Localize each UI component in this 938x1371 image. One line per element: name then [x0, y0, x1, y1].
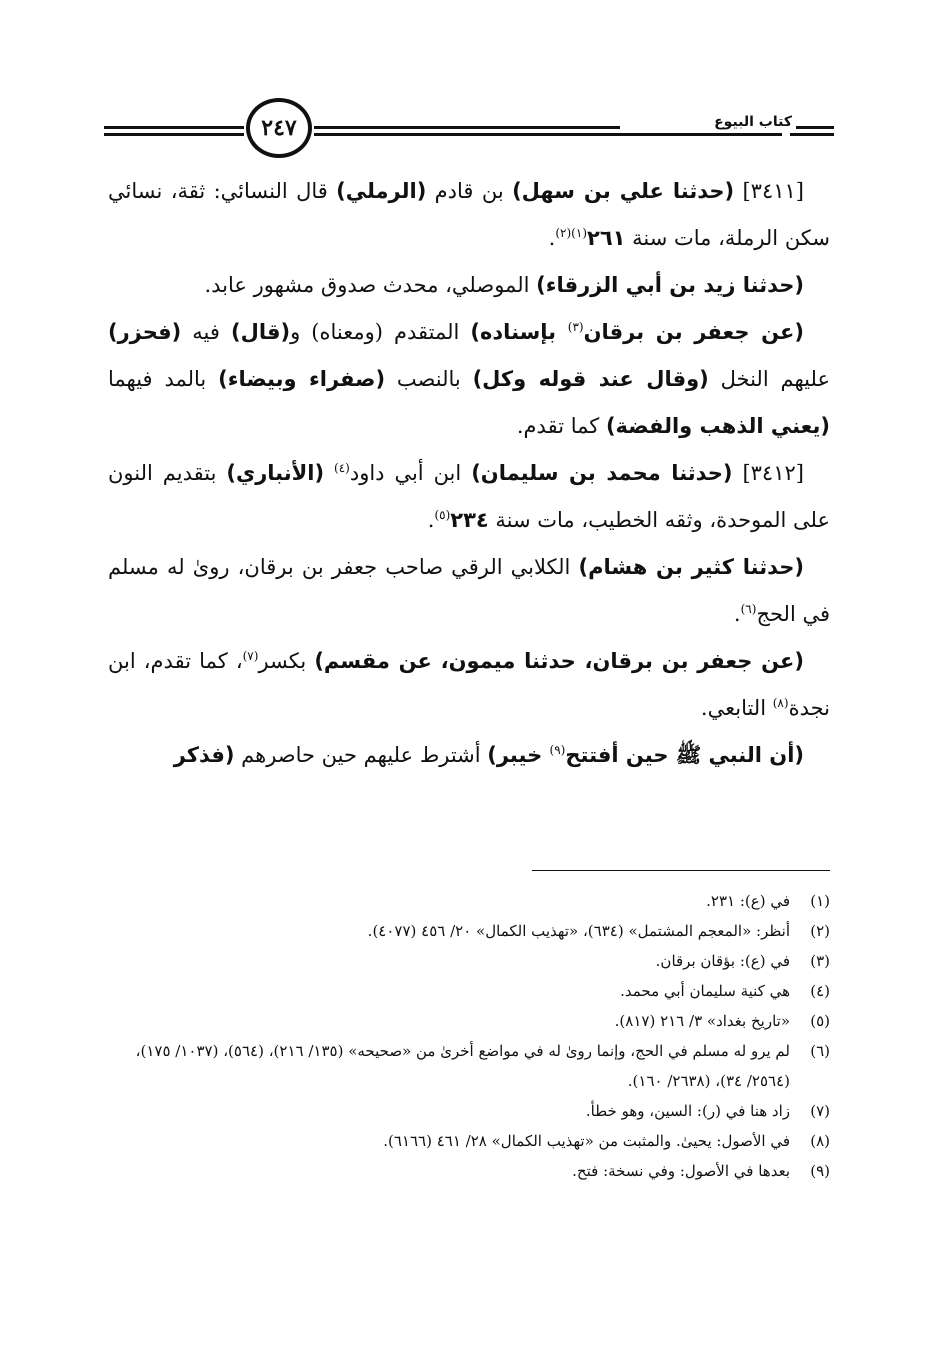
footnote: [108, 1036, 830, 1096]
commentary-text: بكسر: [258, 649, 315, 673]
matn-quote: (يعني الذهب والفضة): [605, 414, 830, 438]
footnote-text: لم يرو له مسلم في الحج، وإنما روىٰ له في مواضع أخرىٰ من «صحيحه» (١٣٥/ ٢١٦)، (٥٦٤)، (١٠٣٧/ ١٧٥)، (٢٥٦٤/ ٣٤)، (٢٦٣٨/ ١٦٠).: [135, 1042, 790, 1090]
commentary-text: كما تقدم.: [516, 414, 606, 438]
paragraph: [108, 262, 830, 309]
commentary-text: التابعي.: [700, 696, 773, 720]
footnote-separator: [532, 870, 830, 871]
footnote-text: «تاريخ بغداد» ٣/ ٢١٦ (٨١٧).: [614, 1012, 790, 1030]
matn-quote: (عن جعفر بن برقان: [583, 320, 804, 344]
commentary-text: أشترط عليهم حين حاصرهم: [234, 743, 488, 767]
year: ٢٣٤: [450, 508, 489, 532]
footnote: [108, 946, 830, 976]
paragraph: [108, 544, 830, 638]
footnote-number: (٥): [810, 1012, 830, 1030]
commentary-text: بتقديم النون على الموحدة، وثقه الخطيب، مات سنة: [108, 461, 830, 532]
footnote-number: (١): [810, 892, 830, 910]
commentary-text: بالمد فيهما: [108, 367, 219, 391]
main-text: [108, 168, 830, 779]
footnote-text: هي كنية سليمان أبي محمد.: [620, 982, 790, 1000]
footnote: [108, 1126, 830, 1156]
year: ٢٦١: [587, 226, 626, 250]
commentary-text: ابن أبي داود: [349, 461, 472, 485]
footnote-number: (٢): [810, 922, 830, 940]
footnote-text: في (ع): ٢٣١.: [706, 892, 790, 910]
footnote-ref[interactable]: (٩): [549, 743, 566, 757]
footnote-number: (٣): [810, 952, 830, 970]
footnote-ref[interactable]: (٥): [434, 508, 451, 522]
footnote-text: في (ع): بؤقان برقان.: [655, 952, 790, 970]
commentary-text: بالنصب: [385, 367, 473, 391]
footnote-text: في الأصول: يحيىٰ. والمثبت من «تهذيب الكمال» ٢٨/ ٤٦١ (٦١٦٦).: [383, 1132, 790, 1150]
matn-quote: (الأنباري): [226, 461, 325, 485]
matn-quote: (صفراء وبيضاء): [218, 367, 386, 391]
footnote-number: (٤): [810, 982, 830, 1000]
commentary-text: .: [427, 508, 435, 532]
matn-quote: (أن النبي ﷺ حين أفتتح: [565, 743, 804, 767]
commentary-text: .: [733, 602, 741, 626]
footnote-ref[interactable]: (٤): [334, 461, 350, 475]
footnote: [108, 1006, 830, 1036]
footnote-text: زاد هنا في (ر): السين، وهو خطأ.: [585, 1102, 790, 1120]
hadith-number: [٣٤١٢]: [732, 461, 804, 485]
paragraph: [108, 638, 830, 732]
matn-quote: (قال): [231, 320, 291, 344]
paragraph: [108, 309, 830, 450]
running-title: كتاب البيوع: [620, 114, 796, 130]
commentary-text: [324, 461, 334, 485]
footnote-text: أنظر: «المعجم المشتمل» (٦٣٤)، «تهذيب الكمال» ٢٠/ ٤٥٦ (٤٠٧٧).: [367, 922, 790, 940]
paragraph-3412: [108, 450, 830, 544]
footnote-ref[interactable]: (٦): [740, 602, 757, 616]
header-rule-left: [104, 126, 244, 136]
footnote: [108, 886, 830, 916]
matn-quote: (حدثنا محمد بن سليمان): [471, 461, 733, 485]
matn-quote: (وقال عند قوله وكل): [472, 367, 709, 391]
commentary-text: فيه: [181, 320, 231, 344]
commentary-text: بن قادم: [426, 179, 513, 203]
footnote: [108, 1156, 830, 1186]
matn-quote: (عن جعفر بن برقان، حدثنا ميمون، عن مقسم): [314, 649, 804, 673]
footnote-text: بعدها في الأصول: وفي نسخة: فتح.: [572, 1162, 790, 1180]
footnotes: [108, 886, 830, 1186]
matn-quote: (حدثنا كثير بن هشام): [578, 555, 804, 579]
commentary-text: ، كما تقدم، ابن نجدة: [108, 649, 830, 720]
hadith-number: [٣٤١١]: [734, 179, 804, 203]
commentary-text: المتقدم (ومعناه) و: [290, 320, 471, 344]
matn-quote: (حدثنا زيد بن أبي الزرقاء): [536, 273, 804, 297]
matn-quote: (فحزر): [108, 320, 182, 344]
footnote-number: (٧): [810, 1102, 830, 1120]
footnote-number: (٩): [810, 1162, 830, 1180]
header-rule-tail: [790, 126, 834, 136]
matn-quote: (حدثنا علي بن سهل): [512, 179, 735, 203]
footnote-ref[interactable]: (٧): [242, 649, 259, 663]
footnote: [108, 916, 830, 946]
footnote-ref[interactable]: (٨): [772, 696, 789, 710]
footnote-ref[interactable]: (٣): [567, 320, 584, 334]
matn-quote: خيبر): [487, 743, 550, 767]
paragraph-3411: [108, 168, 830, 262]
footnote-number: (٦): [810, 1042, 830, 1060]
commentary-text: الكلابي الرقي صاحب جعفر بن برقان، روىٰ له مسلم في الحج: [108, 555, 830, 626]
footnote-number: (٨): [810, 1132, 830, 1150]
page-number: ٢٤٧: [246, 98, 312, 158]
footnote: [108, 976, 830, 1006]
footnote: [108, 1096, 830, 1126]
commentary-text: قال النسائي: ثقة، نسائي سكن الرملة، مات سنة: [108, 179, 830, 250]
matn-quote: (الرملي): [336, 179, 427, 203]
matn-quote: بإسناده): [470, 320, 568, 344]
footnote-ref[interactable]: (١)(٢): [555, 226, 587, 240]
paragraph: [108, 732, 830, 779]
commentary-text: .: [548, 226, 556, 250]
page-header: [100, 96, 838, 160]
commentary-text: الموصلي، محدث صدوق مشهور عابد.: [204, 273, 537, 297]
commentary-text: عليهم النخل: [708, 367, 830, 391]
matn-quote: (فذكر: [173, 743, 235, 767]
